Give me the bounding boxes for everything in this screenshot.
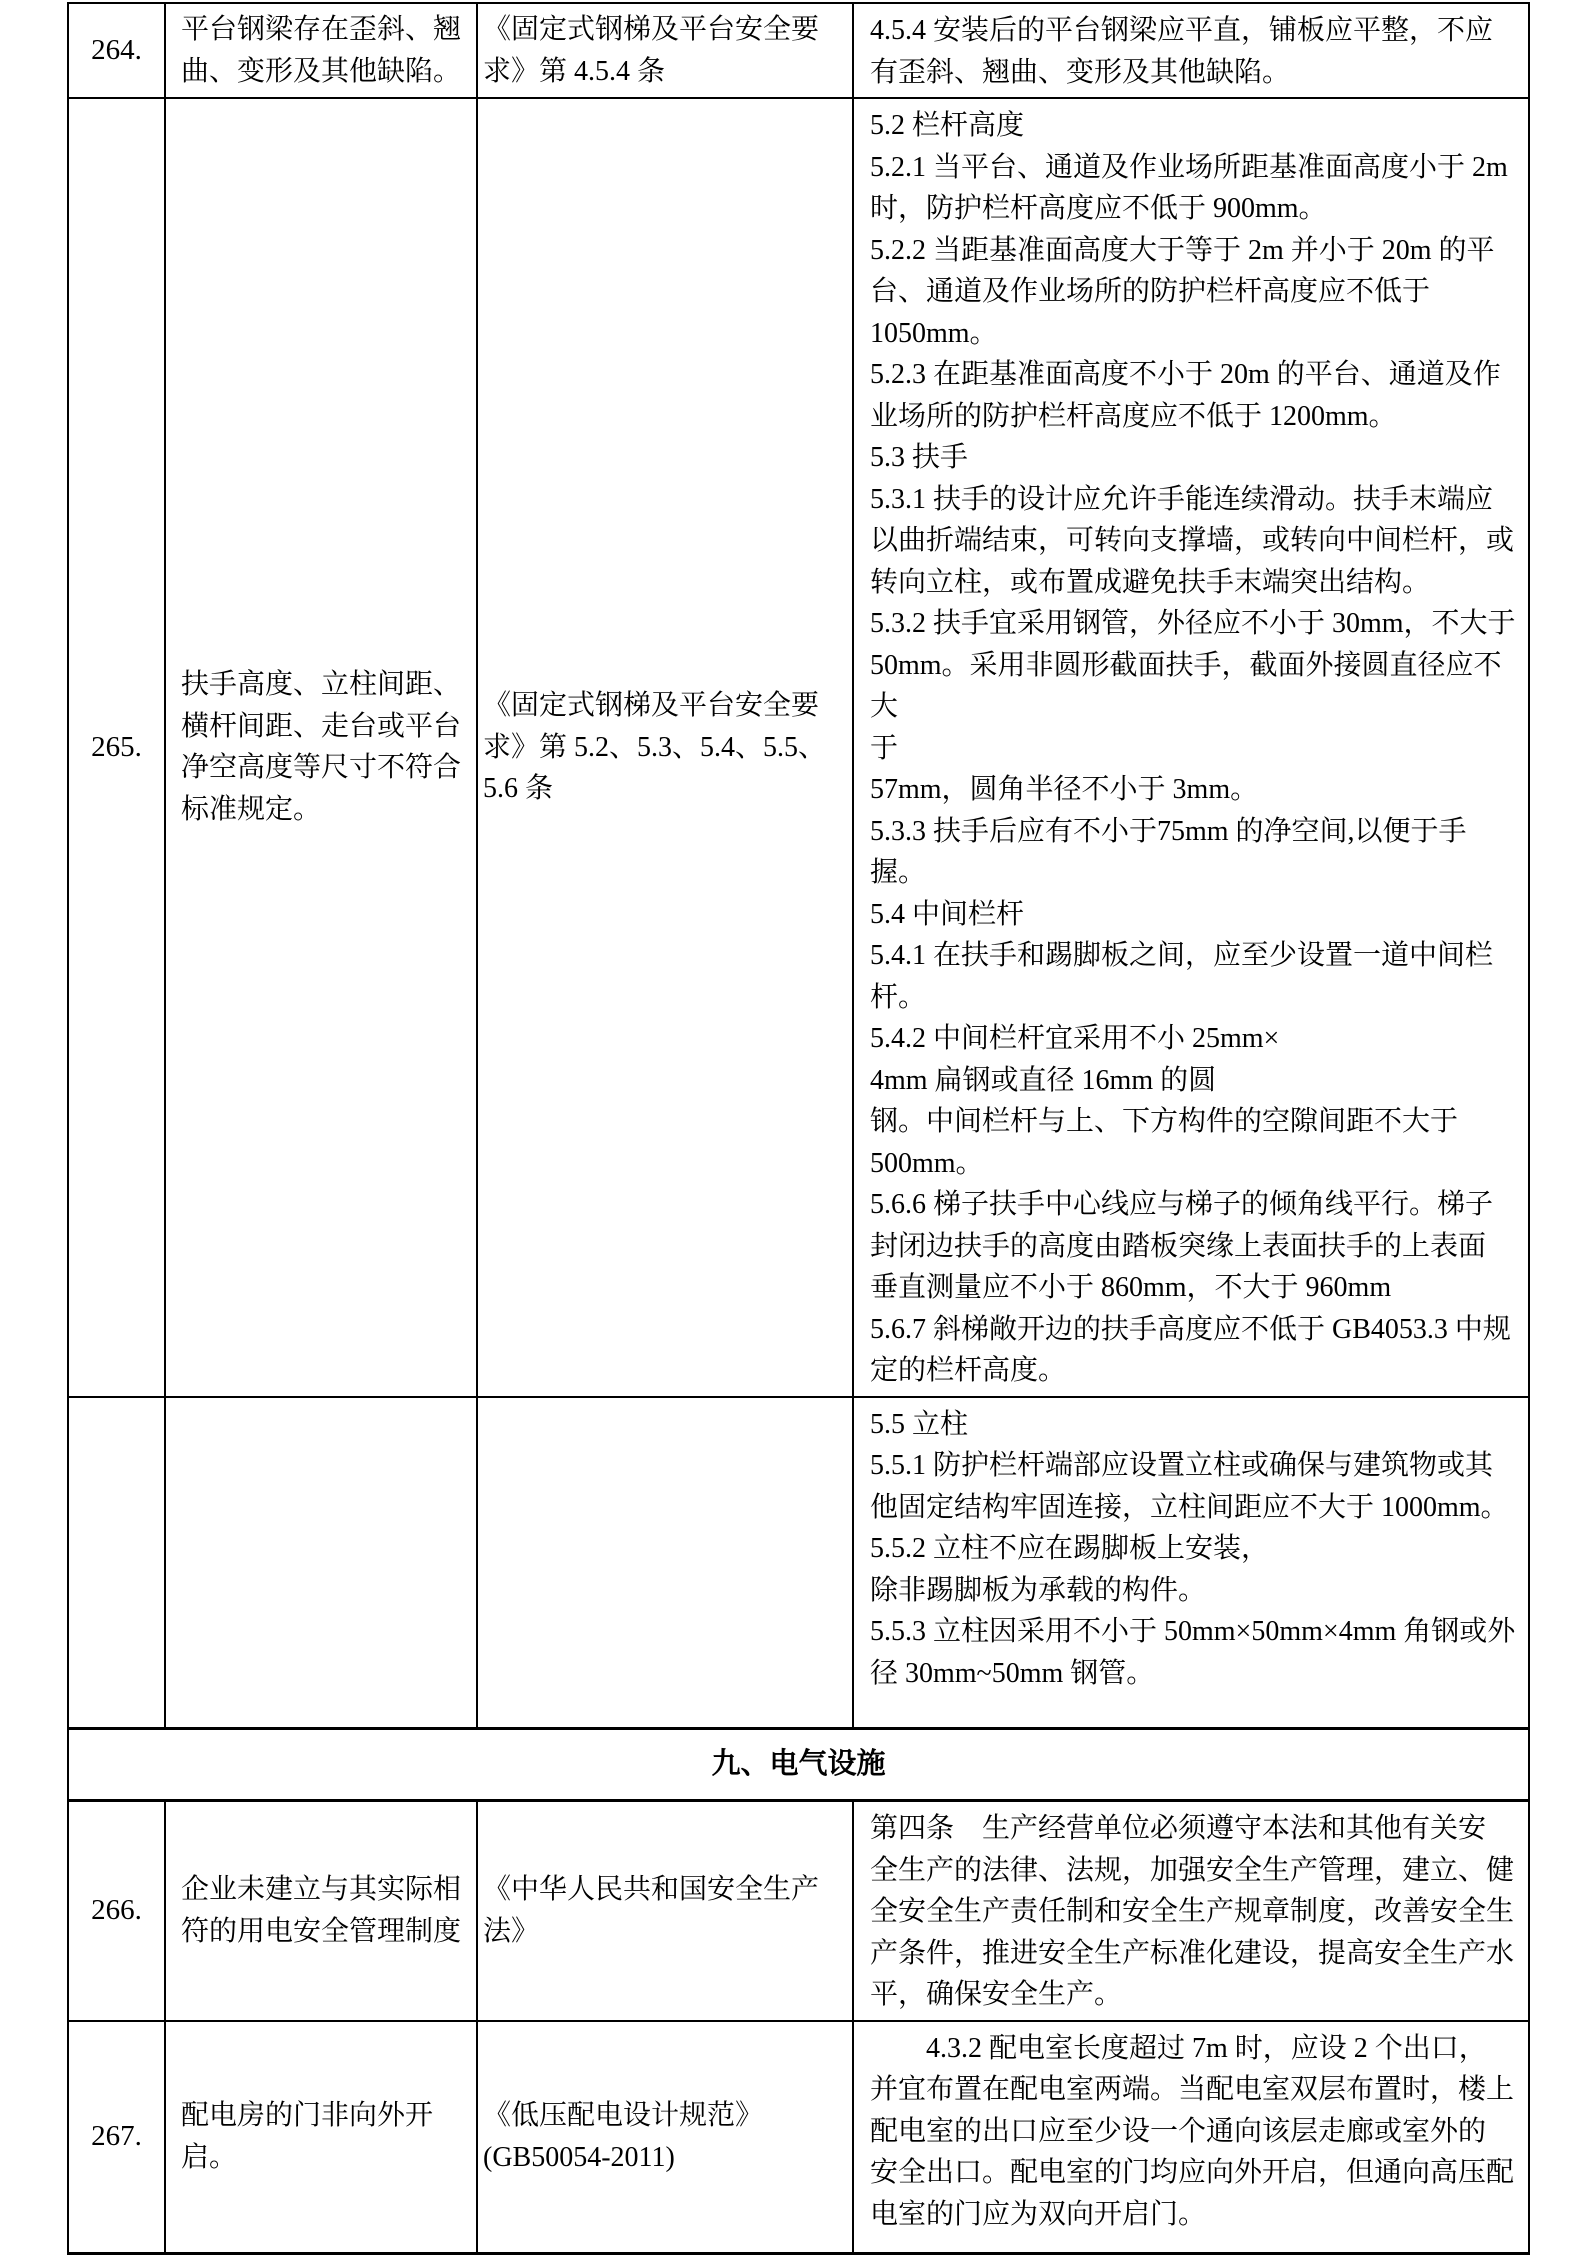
text-line: 安全出口。配电室的门均应向外开启，但通向高压配 [870,2157,1515,2188]
table-body [68,3,1529,2254]
section-header: 九、电气设施 [68,1729,1529,1801]
table-row [68,2021,1529,2254]
text-line: 全安全生产责任制和安全生产规章制度，改善安全生 [870,1896,1515,1927]
row-number-cell: 266. [68,1801,165,2021]
text-line: 5.5.1 防护栏杆端部应设置立柱或确保与建筑物或其 [870,1450,1494,1481]
text-line: 台、通道及作业场所的防护栏杆高度应不低于 [870,276,1431,307]
text-line: 杆。 [870,981,927,1013]
legal-basis-cell [477,98,853,1397]
text-line: 封闭边扶手的高度由踏板突缘上表面扶手的上表面 [870,1230,1487,1262]
text-line: 业场所的防护栏杆高度应不低于 1200mm。 [870,400,1397,432]
row-number-cell [68,1397,165,1729]
legal-basis-cell [477,1801,853,2021]
text-line: 全生产的法律、法规，加强安全生产管理，建立、健 [870,1854,1515,1886]
text-line: 求》第 4.5.4 条 [483,55,666,87]
text-line: 5.4.1 在扶手和踢脚板之间，应至少设置一道中间栏 [870,940,1494,971]
text-line: 平，确保安全生产。 [870,1979,1123,2010]
text-line: 5.2 栏杆高度 [870,110,1025,141]
text-line: 配电房的门非向外开 [181,2100,434,2132]
text-line: 5.5 立柱 [870,1408,969,1440]
text-line: 电室的门应为双向开启门。 [870,2198,1207,2230]
text-line: 4mm 扁钢或直径 16mm 的圆 [870,1064,1217,1096]
text-line: (GB50054-2011) [483,2141,675,2173]
text-line: 5.3 扶手 [870,442,969,473]
text-line: 57mm，圆角半径不小于 3mm。 [870,774,1259,805]
text-line: 求》第 5.2、5.3、5.4、5.5、 [483,731,827,763]
text-line: 《固定式钢梯及平台安全要 [483,690,820,721]
text-line: 第四条 生产经营单位必须遵守本法和其他有关安 [870,1813,1487,1844]
text-line: 5.2.3 在距基准面高度不小于 20m 的平台、通道及作 [870,359,1501,390]
text-line: 5.3.1 扶手的设计应允许手能连续滑动。扶手末端应 [870,483,1494,515]
text-line: 5.5.3 立柱因采用不小于 50mm×50mm×4mm 角钢或外 [870,1616,1516,1647]
text-line: 产条件，推进安全生产标准化建设，提高安全生产水 [870,1937,1515,1969]
text-line: 扶手高度、立柱间距、 [181,669,462,701]
text-line: 有歪斜、翘曲、变形及其他缺陷。 [870,56,1291,88]
row-number-cell: 264. [68,3,165,98]
text-line: 配电室的出口应至少设一个通向该层走廊或室外的 [870,2115,1487,2147]
row-number-cell: 267. [68,2021,165,2254]
table-row [68,1801,1529,2021]
text-line: 5.2.1 当平台、通道及作业场所距基准面高度小于 2m [870,151,1508,183]
text-line: 曲、变形及其他缺陷。 [181,55,462,87]
text-line: 转向立柱，或布置成避免扶手末端突出结构。 [870,566,1431,598]
text-line: 企业未建立与其实际相 [181,1874,462,1906]
table-row [68,1397,1529,1729]
text-line: 5.5.2 立柱不应在踢脚板上安装， [870,1533,1270,1564]
text-line: 径 30mm~50mm 钢管。 [870,1657,1155,1689]
text-line: 4.3.2 配电室长度超过 7m 时，应设 2 个出口， [870,2032,1487,2064]
text-line: 平台钢梁存在歪斜、翘 [181,14,462,45]
text-line: 5.4 中间栏杆 [870,898,1025,930]
text-line: 5.3.3 扶手后应有不小于75mm 的净空间,以便于手握。 [870,815,1467,888]
problem-description-cell [165,2021,477,2254]
text-line: 500mm。 [870,1147,984,1179]
text-line: 《固定式钢梯及平台安全要 [483,14,820,45]
legal-basis-cell [477,1397,853,1729]
requirement-text-cell [853,1801,1529,2021]
text-line: 时，防护栏杆高度应不低于 900mm。 [870,193,1327,224]
text-line: 50mm。采用非圆形截面扶手，截面外接圆直径应不大 [870,649,1502,722]
text-line: 净空高度等尺寸不符合 [181,752,462,784]
text-line: 于 [870,732,899,764]
text-line: 定的栏杆高度。 [870,1355,1067,1386]
requirement-text-cell [853,3,1529,98]
text-line: 钢。中间栏杆与上、下方构件的空隙间距不大于 [870,1106,1459,1137]
text-line: 符的用电安全管理制度 [181,1915,462,1947]
safety-inspection-table [67,2,1530,2255]
text-line: 标准规定。 [181,793,322,825]
requirement-text-cell [853,1397,1529,1729]
table-row [68,3,1529,98]
text-line: 除非踢脚板为承载的构件。 [870,1574,1207,1606]
text-line: 《低压配电设计规范》 [483,2100,764,2132]
problem-description-cell [165,98,477,1397]
text-line: 1050mm。 [870,317,998,349]
section-header-row [68,1729,1529,1801]
text-line: 他固定结构牢固连接，立柱间距应不大于 1000mm。 [870,1491,1509,1523]
text-line: 5.2.2 当距基准面高度大于等于 2m 并小于 20m 的平 [870,234,1495,266]
text-line: 并宜布置在配电室两端。当配电室双层布置时，楼上 [870,2074,1515,2105]
text-line: 法》 [483,1915,540,1947]
legal-basis-cell [477,2021,853,2254]
text-line: 5.6.7 斜梯敞开边的扶手高度应不低于 GB4053.3 中规 [870,1313,1511,1345]
problem-description-cell [165,3,477,98]
text-line: 4.5.4 安装后的平台钢梁应平直，铺板应平整，不应 [870,15,1494,46]
table-row [68,98,1529,1397]
text-line: 5.3.2 扶手宜采用钢管，外径应不小于 30mm，不大于 [870,608,1516,639]
text-line: 启。 [181,2141,238,2173]
row-number-cell: 265. [68,98,165,1397]
requirement-text-cell [853,98,1529,1397]
problem-description-cell [165,1801,477,2021]
text-line: 5.6.6 梯子扶手中心线应与梯子的倾角线平行。梯子 [870,1189,1494,1220]
legal-basis-cell [477,3,853,98]
requirement-text-cell [853,2021,1529,2254]
text-line: 横杆间距、走台或平台 [181,710,462,742]
text-line: 《中华人民共和国安全生产 [483,1874,820,1906]
text-line: 垂直测量应不小于 860mm，不大于 960mm [870,1272,1392,1303]
text-line: 以曲折端结束，可转向支撑墙，或转向中间栏杆，或 [870,525,1515,556]
problem-description-cell [165,1397,477,1729]
text-line: 5.4.2 中间栏杆宜采用不小 25mm× [870,1023,1280,1054]
text-line: 5.6 条 [483,773,554,804]
